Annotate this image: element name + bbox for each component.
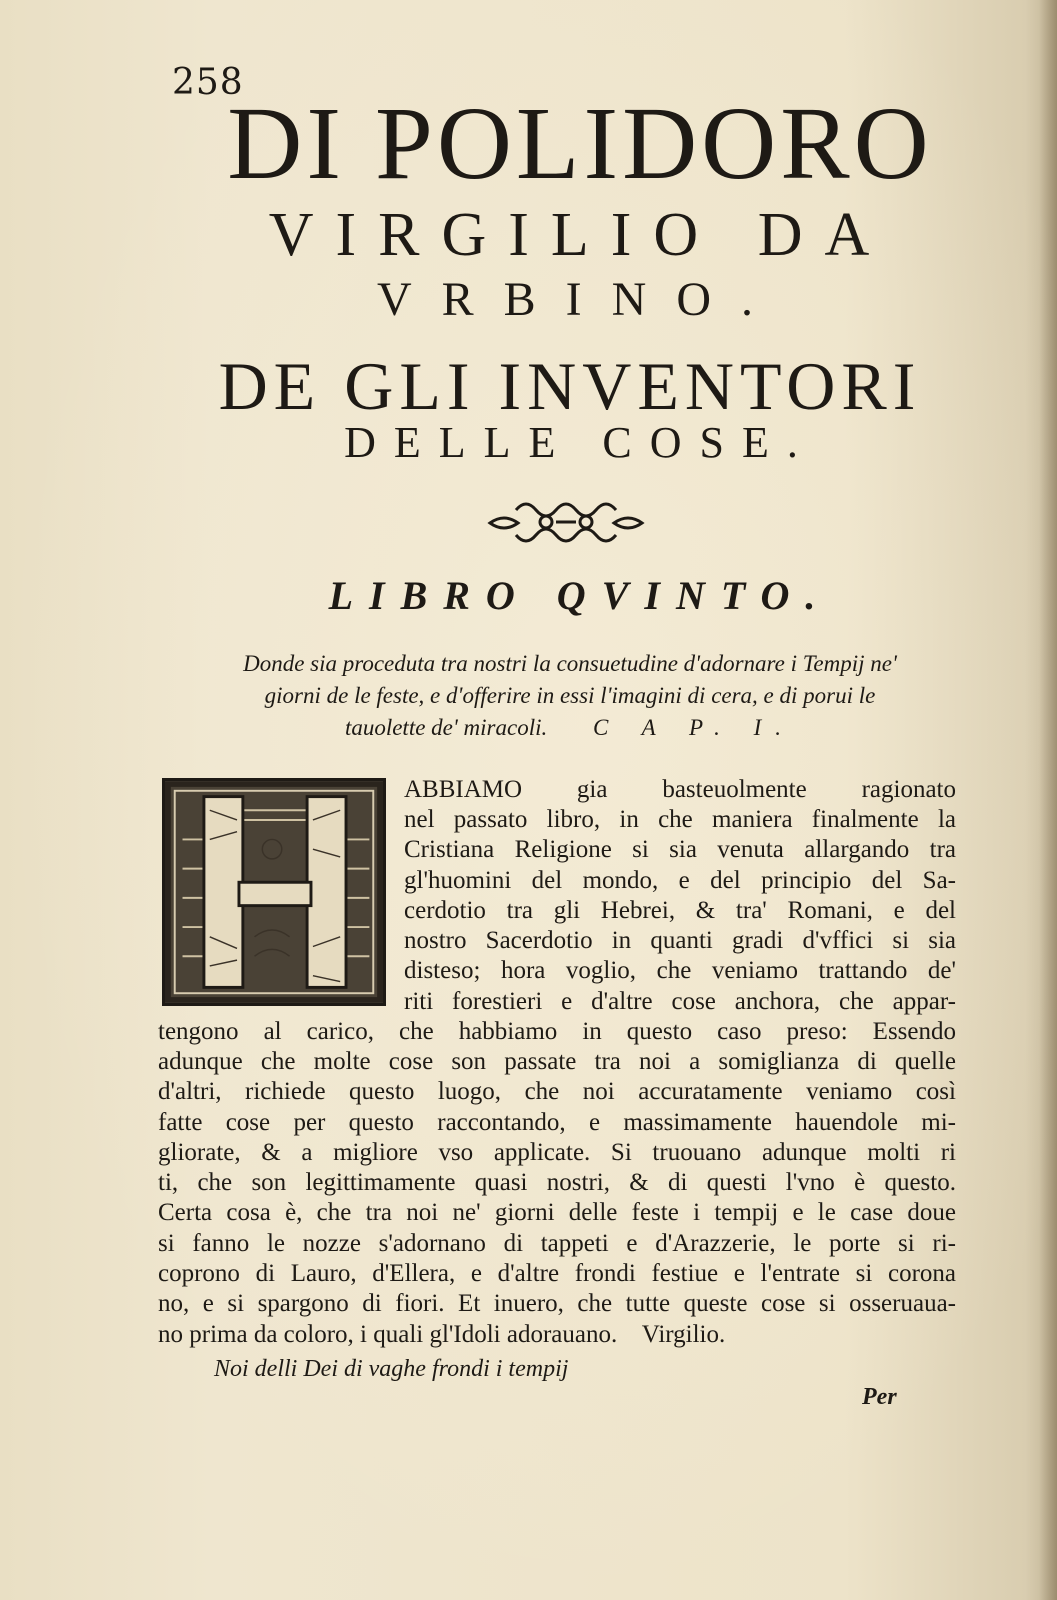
body-text-line: ABBIAMO gia basteuolmente ragionato <box>404 776 956 803</box>
body-text-line: si fanno le nozze s'adornano di tappeti e d'Arazzerie, le porte si ri- <box>158 1230 956 1257</box>
body-text-line: adunque che molte cose son passate tra noi a somiglianza di quelle <box>158 1048 956 1075</box>
page-number: 258 <box>172 62 244 103</box>
body-text-line: tengono al carico, che habbiamo in questo caso preso: Essendo <box>158 1018 956 1045</box>
body-text-line: gliorate, & a migliore vso applicate. Si truouano adunque molti ri <box>158 1139 956 1166</box>
title-line-2: VIRGILIO DA <box>268 201 892 269</box>
body-text-line: Cristiana Religione si sia venuta allargando tra <box>404 836 956 863</box>
catchword: Per <box>862 1384 897 1410</box>
decorated-initial-h-icon <box>162 778 386 1006</box>
body-text-line: d'altri, richiede questo luogo, che noi accuratamente veniamo così <box>158 1078 956 1105</box>
body-text-line: Certa cosa è, che tra noi ne' giorni delle feste i tempij e le case doue <box>158 1199 956 1226</box>
verse-quotation: Noi delli Dei di vaghe frondi i tempij <box>214 1356 569 1382</box>
chapter-label: C A P. I. <box>592 715 796 740</box>
body-text-line: coprono di Lauro, d'Ellera, e d'altre frondi festiue e l'entrate si corona <box>158 1260 956 1287</box>
body-text-line: riti forestieri e d'altre cose anchora, che appar- <box>404 988 956 1015</box>
chapter-heading <box>160 648 980 744</box>
title-line-1: DI POLIDORO <box>227 86 933 201</box>
chapter-heading-line: giorni de le feste, e d'offerire in essi l'imagini di cera, e di porui le <box>264 683 876 708</box>
body-text-line: gl'huomini del mondo, e del principio del Sa- <box>404 867 956 894</box>
body-text-line: nel passato libro, in che maniera finalmente la <box>404 806 956 833</box>
book-heading: LIBRO QVINTO. <box>328 573 832 618</box>
chapter-heading-line-last <box>160 712 980 744</box>
body-text-line: no prima da coloro, i quali gl'Idoli adorauano. Virgilio. <box>158 1321 726 1348</box>
body-text-line: nostro Sacerdotio in quanti gradi d'vffici si sia <box>404 927 956 954</box>
body-text-line: cerdotio tra gli Hebrei, & tra' Romani, e del <box>404 897 956 924</box>
chapter-heading-line: Donde sia proceduta tra nostri la consuetudine d'adornare i Tempij ne' <box>243 651 897 676</box>
title-line-4: DE GLI INVENTORI <box>218 348 922 424</box>
title-line-3: VRBINO. <box>376 273 783 326</box>
body-text-line: fatte cose per questo raccontando, e massimamente hauendole mi- <box>158 1109 956 1136</box>
page-edge-shadow <box>1039 0 1057 1600</box>
chapter-heading-line: tauolette de' miracoli. <box>344 715 548 740</box>
printers-ornament-icon <box>486 490 646 560</box>
title-line-5: DELLE COSE. <box>344 418 816 467</box>
body-text-line: disteso; hora voglio, che veniamo trattando de' <box>404 957 956 984</box>
body-text-line: ti, che son legittimamente quasi nostri, & di questi l'vno è questo. <box>158 1169 956 1196</box>
body-text-line: no, e si spargono di fiori. Et inuero, che tutte queste cose si osseruaua- <box>158 1290 956 1317</box>
